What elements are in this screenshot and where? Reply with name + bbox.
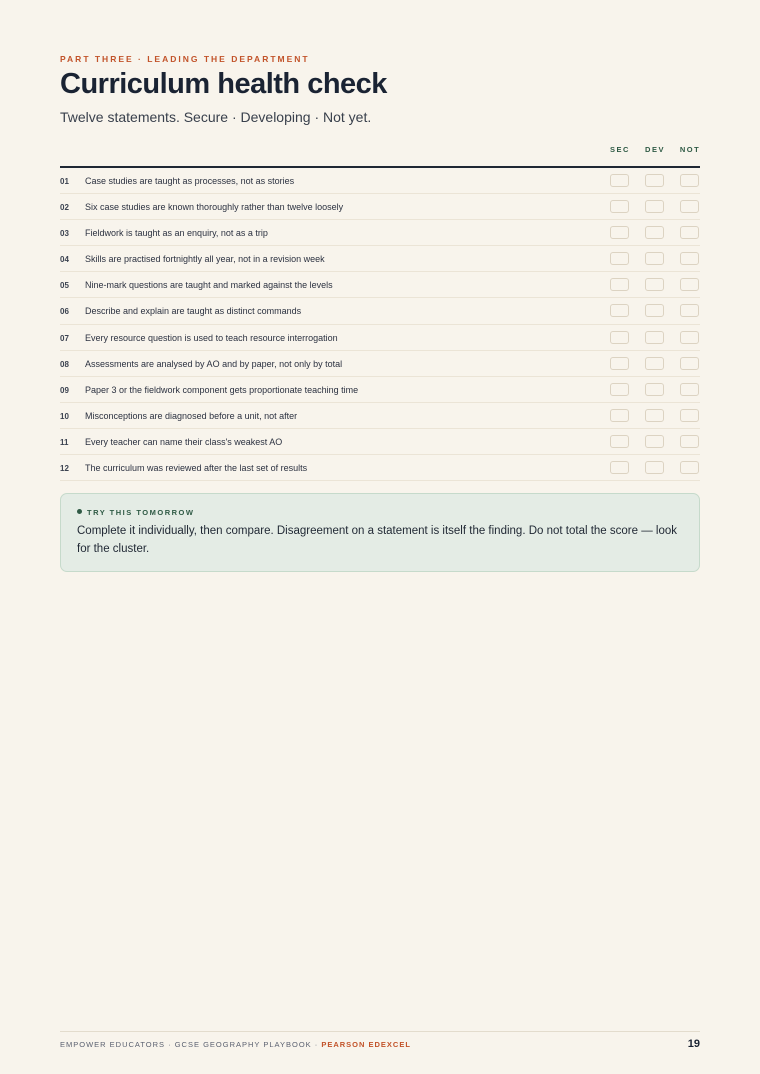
statement-row xyxy=(60,298,700,324)
rating-column-headers xyxy=(609,145,700,157)
statement-number: 04 xyxy=(60,255,69,265)
page xyxy=(60,0,700,1074)
secure-checkbox[interactable] xyxy=(610,252,629,265)
statement-text: Six case studies are known thoroughly rather than twelve loosely xyxy=(85,202,344,213)
statement-row xyxy=(60,455,700,481)
statement-number: 01 xyxy=(60,177,69,186)
page-subtitle: Twelve statements. Secure · Developing · Not yet. xyxy=(60,109,372,125)
statement-row xyxy=(60,403,700,429)
callout-label-text: TRY THIS TOMORROW xyxy=(87,508,195,517)
secure-checkbox[interactable] xyxy=(610,461,629,474)
statement-number: 03 xyxy=(60,229,69,239)
column-header-not: NOT xyxy=(679,145,701,154)
developing-checkbox[interactable] xyxy=(645,304,664,317)
developing-checkbox[interactable] xyxy=(645,357,664,370)
section-eyebrow: PART THREE · LEADING THE DEPARTMENT xyxy=(60,54,310,64)
statement-row xyxy=(60,246,700,272)
callout-label xyxy=(77,508,194,517)
secure-checkbox[interactable] xyxy=(610,174,629,187)
statement-row xyxy=(60,351,700,377)
footer-credit xyxy=(60,1040,411,1049)
developing-checkbox[interactable] xyxy=(645,174,664,187)
statement-number: 07 xyxy=(60,333,69,343)
callout-text: Complete it individually, then compare. Disagreement on a statement is itself the finding. Do not total the score — look for the cluster. xyxy=(77,525,678,555)
secure-checkbox[interactable] xyxy=(610,278,629,291)
developing-checkbox[interactable] xyxy=(645,278,664,291)
not-yet-checkbox[interactable] xyxy=(680,200,699,213)
not-yet-checkbox[interactable] xyxy=(680,174,699,187)
statement-text: Fieldwork is taught as an enquiry, not as a trip xyxy=(85,228,268,239)
not-yet-checkbox[interactable] xyxy=(680,435,699,448)
not-yet-checkbox[interactable] xyxy=(680,304,699,317)
secure-checkbox[interactable] xyxy=(610,357,629,370)
developing-checkbox[interactable] xyxy=(645,409,664,422)
not-yet-checkbox[interactable] xyxy=(680,331,699,344)
statement-number: 05 xyxy=(60,281,69,291)
try-this-tomorrow-callout xyxy=(60,493,700,572)
statement-text: Case studies are taught as processes, not as stories xyxy=(85,176,295,186)
secure-checkbox[interactable] xyxy=(610,435,629,448)
statement-number: 11 xyxy=(60,437,69,447)
secure-checkbox[interactable] xyxy=(610,331,629,344)
page-title: Curriculum health check xyxy=(60,68,387,100)
statement-text: Assessments are analysed by AO and by paper, not only by total xyxy=(85,358,343,369)
column-header-sec: SEC xyxy=(610,145,630,154)
developing-checkbox[interactable] xyxy=(645,383,664,396)
developing-checkbox[interactable] xyxy=(645,252,664,265)
footer-series: EMPOWER EDUCATORS · GCSE GEOGRAPHY PLAYBOOK · xyxy=(60,1040,322,1049)
statement-number: 02 xyxy=(60,203,69,213)
column-header-dev: DEV xyxy=(645,145,665,154)
not-yet-checkbox[interactable] xyxy=(680,383,699,396)
statement-row xyxy=(60,272,700,298)
statement-number: 12 xyxy=(60,464,69,474)
statement-text: The curriculum was reviewed after the last set of results xyxy=(85,463,308,474)
not-yet-checkbox[interactable] xyxy=(680,226,699,239)
statement-text: Describe and explain are taught as distinct commands xyxy=(85,306,302,317)
secure-checkbox[interactable] xyxy=(610,226,629,239)
secure-checkbox[interactable] xyxy=(610,383,629,396)
not-yet-checkbox[interactable] xyxy=(680,252,699,265)
statement-text: Misconceptions are diagnosed before a unit, not after xyxy=(85,410,298,421)
not-yet-checkbox[interactable] xyxy=(680,278,699,291)
statement-number: 09 xyxy=(60,385,69,395)
statement-number: 10 xyxy=(60,411,69,421)
statement-text: Paper 3 or the fieldwork component gets proportionate teaching time xyxy=(85,384,359,395)
statement-number: 08 xyxy=(60,359,69,369)
not-yet-checkbox[interactable] xyxy=(680,357,699,370)
statement-text: Skills are practised fortnightly all year, not in a revision week xyxy=(85,254,325,265)
developing-checkbox[interactable] xyxy=(645,435,664,448)
statement-row xyxy=(60,429,700,455)
secure-checkbox[interactable] xyxy=(610,200,629,213)
statement-row xyxy=(60,377,700,403)
statement-row xyxy=(60,220,700,246)
developing-checkbox[interactable] xyxy=(645,461,664,474)
secure-checkbox[interactable] xyxy=(610,304,629,317)
developing-checkbox[interactable] xyxy=(645,200,664,213)
statement-row xyxy=(60,194,700,220)
secure-checkbox[interactable] xyxy=(610,409,629,422)
not-yet-checkbox[interactable] xyxy=(680,461,699,474)
developing-checkbox[interactable] xyxy=(645,331,664,344)
footer-brand: PEARSON EDEXCEL xyxy=(321,1040,411,1049)
statement-row xyxy=(60,325,700,351)
statement-text: Every teacher can name their class's weakest AO xyxy=(85,436,283,447)
statement-number: 06 xyxy=(60,307,69,317)
page-number: 19 xyxy=(687,1038,700,1050)
statement-text: Nine-mark questions are taught and marked against the levels xyxy=(85,280,333,291)
statement-text: Every resource question is used to teach resource interrogation xyxy=(85,332,338,343)
statement-list xyxy=(60,168,700,481)
developing-checkbox[interactable] xyxy=(645,226,664,239)
not-yet-checkbox[interactable] xyxy=(680,409,699,422)
footer-rule xyxy=(60,1031,700,1032)
bullet-dot-icon xyxy=(77,509,82,514)
statement-row xyxy=(60,168,700,194)
